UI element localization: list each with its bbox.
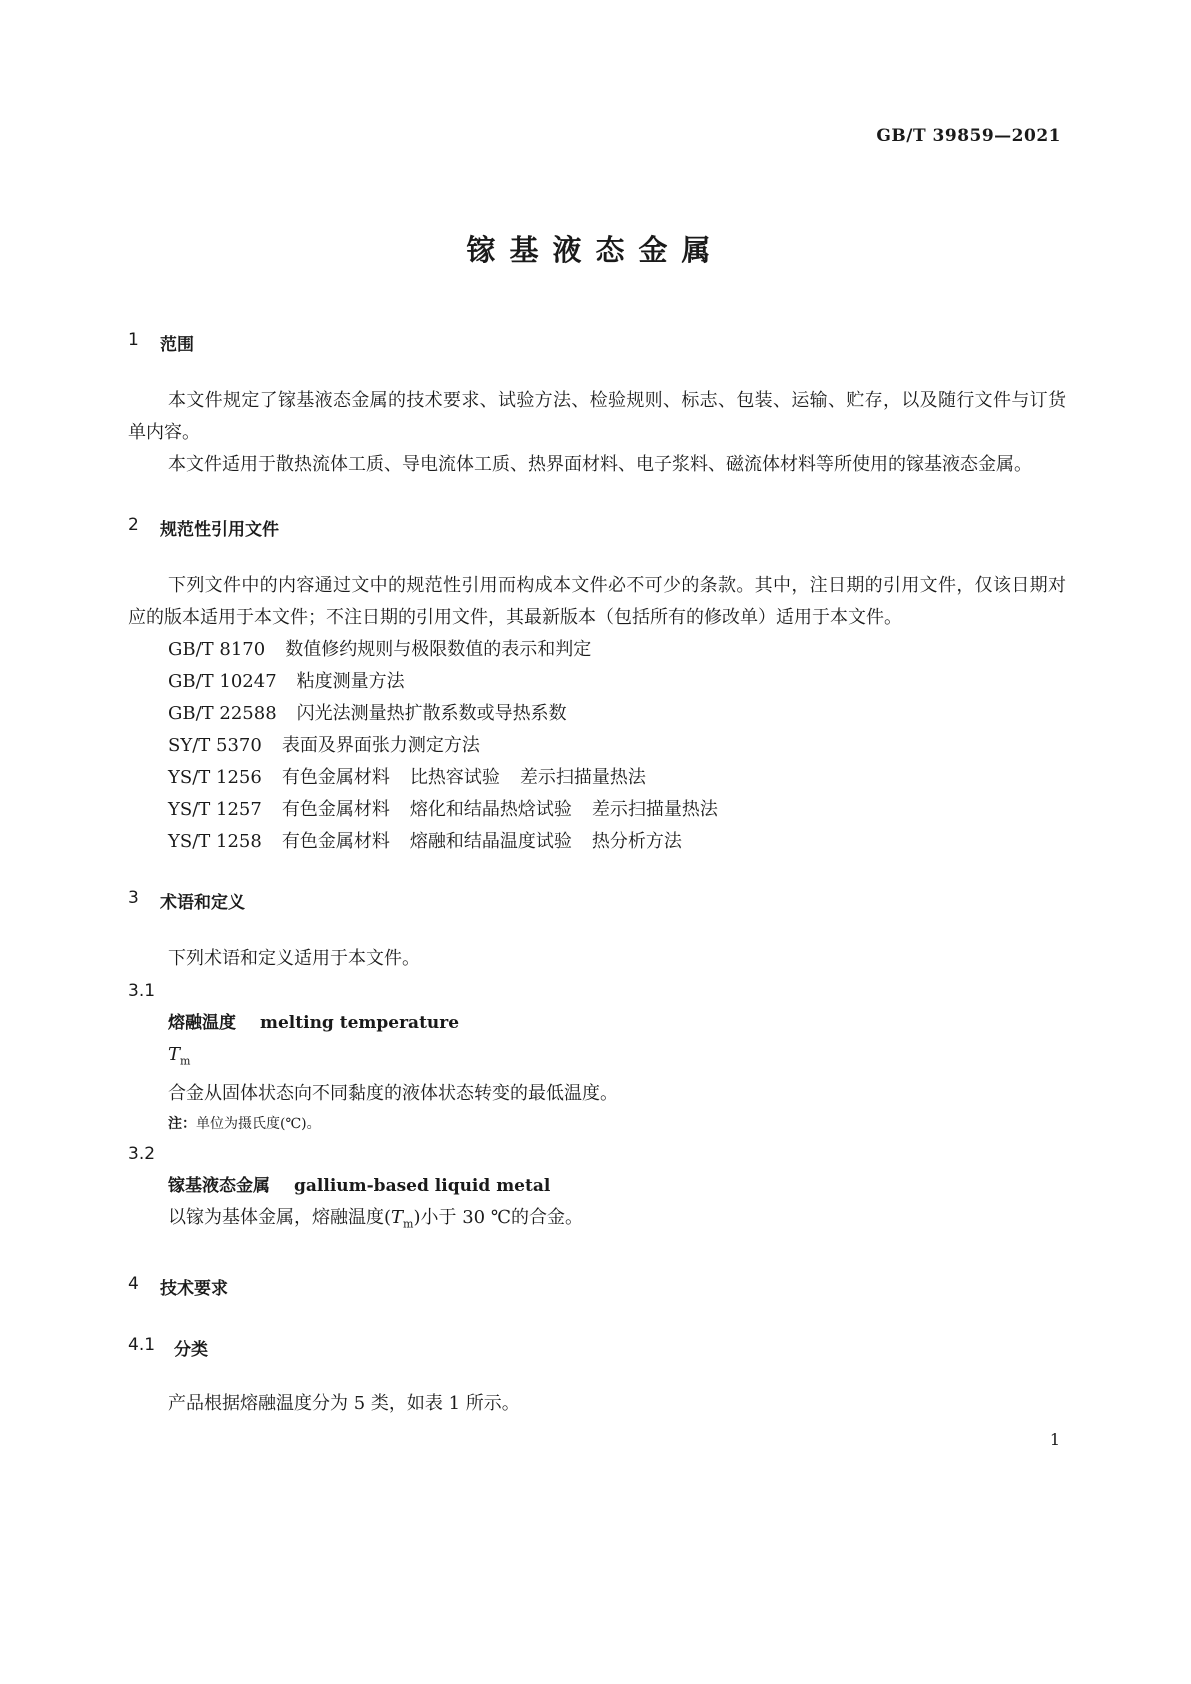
reference-title: 数值修约规则与极限数值的表示和判定 bbox=[285, 639, 592, 660]
term-english: gallium-based liquid metal bbox=[294, 1175, 551, 1196]
definition-text: 以镓为基体金属，熔融温度( bbox=[168, 1206, 392, 1228]
reference-title-part: 热分析方法 bbox=[591, 831, 682, 852]
reference-item bbox=[168, 826, 1066, 858]
section-title: 技术要求 bbox=[160, 1279, 228, 1300]
reference-code: GB/T 10247 bbox=[168, 671, 277, 692]
section-title: 范围 bbox=[160, 335, 194, 355]
section-3-heading bbox=[128, 888, 1066, 913]
reference-code: GB/T 8170 bbox=[168, 639, 266, 660]
term-heading bbox=[168, 1170, 1066, 1202]
classification-paragraph: 产品根据熔融温度分为 5 类，如表 1 所示。 bbox=[168, 1393, 520, 1415]
reference-item bbox=[168, 698, 1066, 730]
reference-code: SY/T 5370 bbox=[168, 735, 262, 756]
document-title: 镓基液态金属 bbox=[466, 233, 725, 267]
reference-title-part: 差示扫描量热法 bbox=[519, 767, 646, 788]
section-title: 规范性引用文件 bbox=[160, 520, 279, 540]
note-label: 注： bbox=[168, 1115, 196, 1132]
section-4-heading bbox=[128, 1274, 1066, 1299]
reference-item bbox=[168, 794, 1066, 826]
subsection-title: 分类 bbox=[174, 1340, 208, 1361]
symbol-letter: T bbox=[168, 1044, 181, 1065]
section-number: 3 bbox=[128, 888, 139, 908]
reference-title: 闪光法测量热扩散系数或导热系数 bbox=[296, 703, 567, 724]
reference-item bbox=[168, 762, 1066, 794]
reference-code: YS/T 1258 bbox=[168, 831, 262, 852]
reference-item bbox=[168, 730, 1066, 762]
term-number: 3.2 bbox=[128, 1143, 156, 1164]
term-english: melting temperature bbox=[260, 1013, 460, 1033]
term-number: 3.1 bbox=[128, 981, 156, 1001]
scope-paragraph-1: 本文件规定了镓基液态金属的技术要求、试验方法、检验规则、标志、包装、运输、贮存，以及随行文件与订货单内容。 bbox=[128, 390, 1066, 443]
symbol-letter: T bbox=[391, 1206, 404, 1228]
reference-code: YS/T 1257 bbox=[168, 799, 262, 820]
reference-title-part: 有色金属材料 bbox=[281, 799, 390, 820]
subsection-4-1-heading bbox=[128, 1335, 1066, 1360]
terms-intro: 下列术语和定义适用于本文件。 bbox=[168, 948, 420, 969]
scope-paragraph-2: 本文件适用于散热流体工质、导电流体工质、热界面材料、电子浆料、磁流体材料等所使用的镓基液态金属。 bbox=[168, 454, 1032, 475]
subsection-number: 4.1 bbox=[128, 1335, 156, 1356]
page-number: 1 bbox=[1049, 1430, 1060, 1449]
document-body bbox=[128, 330, 1066, 1420]
term-definition bbox=[168, 1202, 1066, 1241]
term-definition: 合金从固体状态向不同黏度的液体状态转变的最低温度。 bbox=[168, 1082, 618, 1104]
reference-title-part: 比热容试验 bbox=[409, 767, 500, 788]
reference-item bbox=[168, 634, 1066, 666]
reference-title: 粘度测量方法 bbox=[296, 671, 405, 692]
term-symbol bbox=[168, 1039, 1066, 1078]
references-intro: 下列文件中的内容通过文中的规范性引用而构成本文件必不可少的条款。其中，注日期的引用文件，仅该日期对应的版本适用于本文件；不注日期的引用文件，其最新版本（包括所有的修改单）适用于本文件。 bbox=[128, 575, 1066, 628]
term-note bbox=[168, 1110, 1066, 1138]
reference-code: YS/T 1256 bbox=[168, 767, 262, 788]
section-number: 4 bbox=[128, 1274, 139, 1295]
section-2-heading bbox=[128, 515, 1066, 540]
reference-code: GB/T 22588 bbox=[168, 703, 277, 724]
term-chinese: 镓基液态金属 bbox=[168, 1175, 270, 1196]
standard-number: GB/T 39859—2021 bbox=[876, 126, 1061, 146]
section-title: 术语和定义 bbox=[160, 893, 245, 913]
reference-title: 表面及界面张力测定方法 bbox=[281, 735, 480, 756]
reference-title-part: 熔化和结晶热焓试验 bbox=[409, 799, 572, 820]
section-1-heading bbox=[128, 330, 1066, 355]
note-text: 单位为摄氏度(℃)。 bbox=[196, 1115, 321, 1132]
reference-title-part: 熔融和结晶温度试验 bbox=[409, 831, 572, 852]
reference-title-part: 有色金属材料 bbox=[281, 767, 390, 788]
reference-title-part: 有色金属材料 bbox=[281, 831, 390, 852]
symbol-subscript: m bbox=[403, 1217, 414, 1231]
reference-item bbox=[168, 666, 1066, 698]
section-number: 2 bbox=[128, 515, 139, 535]
symbol-subscript: m bbox=[180, 1054, 191, 1068]
term-chinese: 熔融温度 bbox=[168, 1013, 236, 1033]
term-heading bbox=[168, 1007, 1066, 1039]
section-number: 1 bbox=[128, 330, 139, 350]
reference-title-part: 差示扫描量热法 bbox=[591, 799, 718, 820]
definition-text: )小于 30 ℃的合金。 bbox=[413, 1206, 583, 1228]
